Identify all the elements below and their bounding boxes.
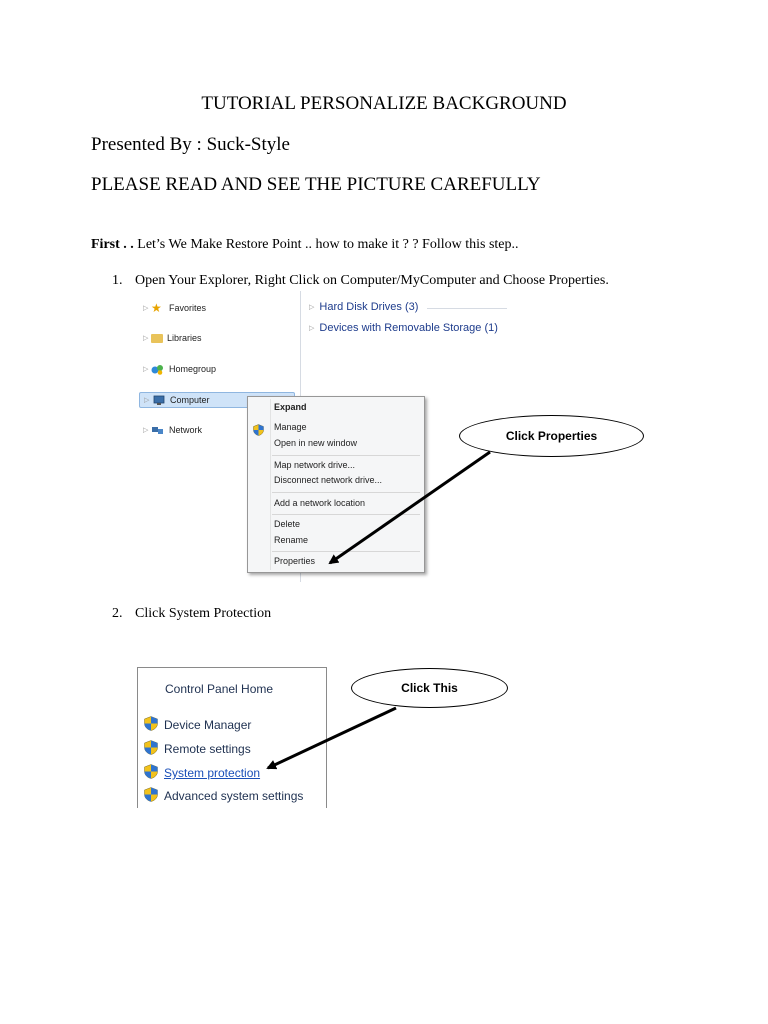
menu-item-properties[interactable]: Properties bbox=[274, 556, 316, 566]
step-number: 1. bbox=[112, 273, 123, 288]
notice-heading: PLEASE READ AND SEE THE PICTURE CAREFULLY bbox=[91, 174, 541, 195]
group-label: Hard Disk Drives (3) bbox=[319, 301, 419, 313]
nav-label: Network bbox=[169, 425, 203, 435]
nav-label: Computer bbox=[170, 395, 210, 405]
link-label: Remote settings bbox=[164, 742, 251, 756]
expand-arrow-icon: ▷ bbox=[143, 427, 149, 434]
menu-item-expand[interactable]: Expand bbox=[274, 402, 307, 412]
step-text: Click System Protection bbox=[135, 606, 272, 621]
callout-click-properties: Click Properties bbox=[459, 415, 644, 457]
star-icon: ★ bbox=[151, 300, 162, 315]
expand-arrow-icon: ▷ bbox=[143, 335, 149, 342]
step-number: 2. bbox=[112, 606, 123, 621]
document-title: TUTORIAL PERSONALIZE BACKGROUND bbox=[201, 93, 567, 114]
presented-by: Presented By : Suck-Style bbox=[91, 134, 290, 155]
step-text: Open Your Explorer, Right Click on Computer/MyComputer and Choose Properties. bbox=[135, 273, 609, 288]
intro-label: First . . bbox=[91, 237, 134, 252]
menu-item-delete[interactable]: Delete bbox=[274, 519, 301, 529]
nav-label: Libraries bbox=[167, 333, 202, 343]
arrow-to-properties bbox=[330, 452, 490, 563]
control-panel-home-link[interactable]: Control Panel Home bbox=[165, 682, 274, 696]
expand-arrow-icon: ▷ bbox=[144, 397, 150, 404]
menu-item-map-network-drive[interactable]: Map network drive... bbox=[274, 460, 356, 470]
menu-item-disconnect-network-drive[interactable]: Disconnect network drive... bbox=[274, 475, 383, 485]
link-label: System protection bbox=[164, 766, 261, 780]
nav-label: Homegroup bbox=[169, 364, 217, 374]
menu-item-manage[interactable]: Manage bbox=[274, 422, 307, 432]
callout-click-this: Click This bbox=[351, 668, 508, 708]
link-label: Advanced system settings bbox=[164, 789, 304, 803]
nav-label: Favorites bbox=[169, 303, 207, 313]
arrow-to-system-protection bbox=[268, 708, 396, 768]
expand-arrow-icon: ▷ bbox=[309, 304, 315, 311]
menu-item-add-network-location[interactable]: Add a network location bbox=[274, 498, 366, 508]
intro-text: Let’s We Make Restore Point .. how to make it ? ? Follow this step.. bbox=[133, 237, 519, 252]
expand-arrow-icon: ▷ bbox=[309, 325, 315, 332]
link-label: Device Manager bbox=[164, 718, 252, 732]
expand-arrow-icon: ▷ bbox=[143, 366, 149, 373]
expand-arrow-icon: ▷ bbox=[143, 305, 149, 312]
group-label: Devices with Removable Storage (1) bbox=[319, 322, 498, 334]
menu-item-rename[interactable]: Rename bbox=[274, 535, 309, 545]
menu-item-open-new-window[interactable]: Open in new window bbox=[274, 438, 358, 448]
